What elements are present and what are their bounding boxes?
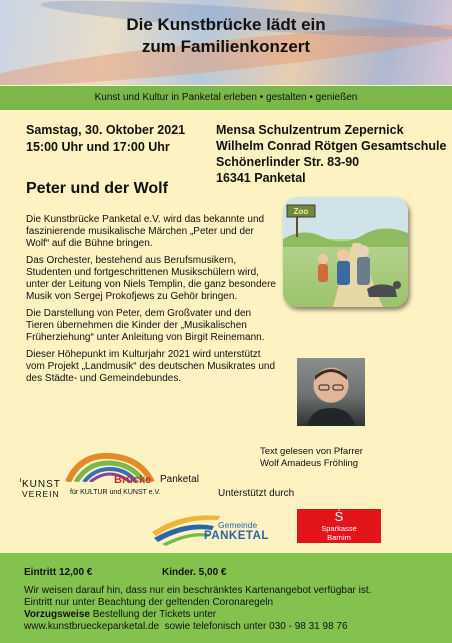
zoo-sign-text: Zoo xyxy=(293,207,309,216)
paragraph: Die Kunstbrücke Panketal e.V. wird das bekannte und faszinierende musikalische Märchen „Peter und der Wolf“ auf die Bühne bringen. xyxy=(26,214,265,249)
glasses-left xyxy=(319,385,329,390)
website-link[interactable]: www.kunstbrueckepanketal.de xyxy=(24,621,160,632)
figure-body xyxy=(318,264,328,282)
zoo-illustration xyxy=(283,197,408,307)
presale-emphasis: Vorzugsweise xyxy=(24,609,90,620)
event-datetime xyxy=(26,122,185,156)
figure-head xyxy=(337,249,349,261)
header-banner xyxy=(0,0,452,85)
event-date: Samstag, 30. Oktober 2021 xyxy=(26,123,186,137)
logo-panketal: Panketal xyxy=(160,474,199,485)
portrait-shirt xyxy=(307,408,355,426)
piece-title: Peter und der Wolf xyxy=(26,180,168,197)
reader-line-1: Text gelesen von Pfarrer xyxy=(260,446,363,457)
figure-head xyxy=(318,254,328,264)
reader-credit xyxy=(260,446,363,470)
glasses-right xyxy=(333,385,343,390)
footer-line-1: Wir weisen darauf hin, dass nur ein beschränktes Kartenangebot verfügbar ist. xyxy=(24,585,372,596)
children-price: Kinder. 5,00 € xyxy=(162,567,227,578)
portrait-art xyxy=(297,358,365,426)
wolf-head xyxy=(393,281,401,289)
footer-notes xyxy=(24,585,444,633)
figure-body xyxy=(337,261,350,285)
sparkasse-line-1: Sparkasse xyxy=(321,524,357,533)
footer-line-4 xyxy=(24,621,444,633)
gemeinde-panketal-logo xyxy=(152,506,272,546)
figure-head xyxy=(357,245,369,257)
title-line-2: zum Familienkonzert xyxy=(141,37,311,56)
venue-line-1: Mensa Schulzentrum Zepernick xyxy=(216,123,404,137)
phone-text: sowie telefonisch unter 030 - 98 31 98 76 xyxy=(164,621,348,632)
event-times: 15:00 Uhr und 17:00 Uhr xyxy=(26,140,170,154)
venue-street: Schönerlinder Str. 83-90 xyxy=(216,155,360,169)
gemeinde-place: PANKETAL xyxy=(204,530,269,542)
description xyxy=(26,214,276,390)
paragraph: Das Orchester, bestehend aus Berufsmusikern, Studenten und fortgeschrittenen Musikschülern wird, unter der Leitung von Niels Templin, die ganz besondere Musik von Sergej Prokofjews zu Gehör bringen. xyxy=(26,255,276,302)
figure-body xyxy=(357,257,370,285)
sparkasse-line-2: Barnim xyxy=(327,533,351,542)
entry-price: Eintritt 12,00 € xyxy=(24,567,93,578)
reader-portrait xyxy=(297,358,365,426)
tagline-bar: Kunst und Kultur in Panketal erleben • gestalten • genießen xyxy=(0,86,452,110)
page-title xyxy=(0,14,452,58)
title-line-1: Die Kunstbrücke lädt ein xyxy=(126,15,326,34)
footer-line-2: Eintritt nur unter Beachtung der geltenden Coronaregeln xyxy=(24,597,274,608)
venue-city: 16341 Panketal xyxy=(216,171,306,185)
paragraph: Die Darstellung von Peter, dem Großvater und den Tieren übernehmen die Kinder der „Musikalischen Früherziehung“ unter Anleitung von Birgit Reinemann. xyxy=(26,308,265,343)
paragraph: Dieser Höhepunkt im Kulturjahr 2021 wird unterstützt vom Projekt „Landmusik“ des deutschen Musikrates und des Städte- und Gemeindebundes. xyxy=(26,349,276,384)
reader-line-2: Wolf Amadeus Fröhling xyxy=(260,458,359,469)
zoo-illustration-art xyxy=(283,197,408,307)
presale-text: Bestellung der Tickets unter xyxy=(89,609,217,620)
logo-bruecke: Brücke xyxy=(114,474,152,486)
venue-line-2: Wilhelm Conrad Rötgen Gesamtschule xyxy=(216,139,447,153)
kunstverein-logo xyxy=(20,452,205,500)
gemeinde-name: Gemeinde xyxy=(218,520,258,530)
logo-verein: VEREIN xyxy=(22,489,60,499)
logo-kunst: KUNST xyxy=(22,479,61,490)
bushes-shape xyxy=(283,228,408,247)
sparkasse-s-icon: Ṡ xyxy=(334,509,344,524)
footer-line-3 xyxy=(24,609,444,621)
portrait-hair xyxy=(315,369,347,380)
supported-by-label: Unterstützt durch xyxy=(218,488,295,499)
event-venue xyxy=(216,122,446,186)
sparkasse-logo xyxy=(297,509,381,543)
logo-subline: für KULTUR und KUNST e.V. xyxy=(70,489,161,496)
